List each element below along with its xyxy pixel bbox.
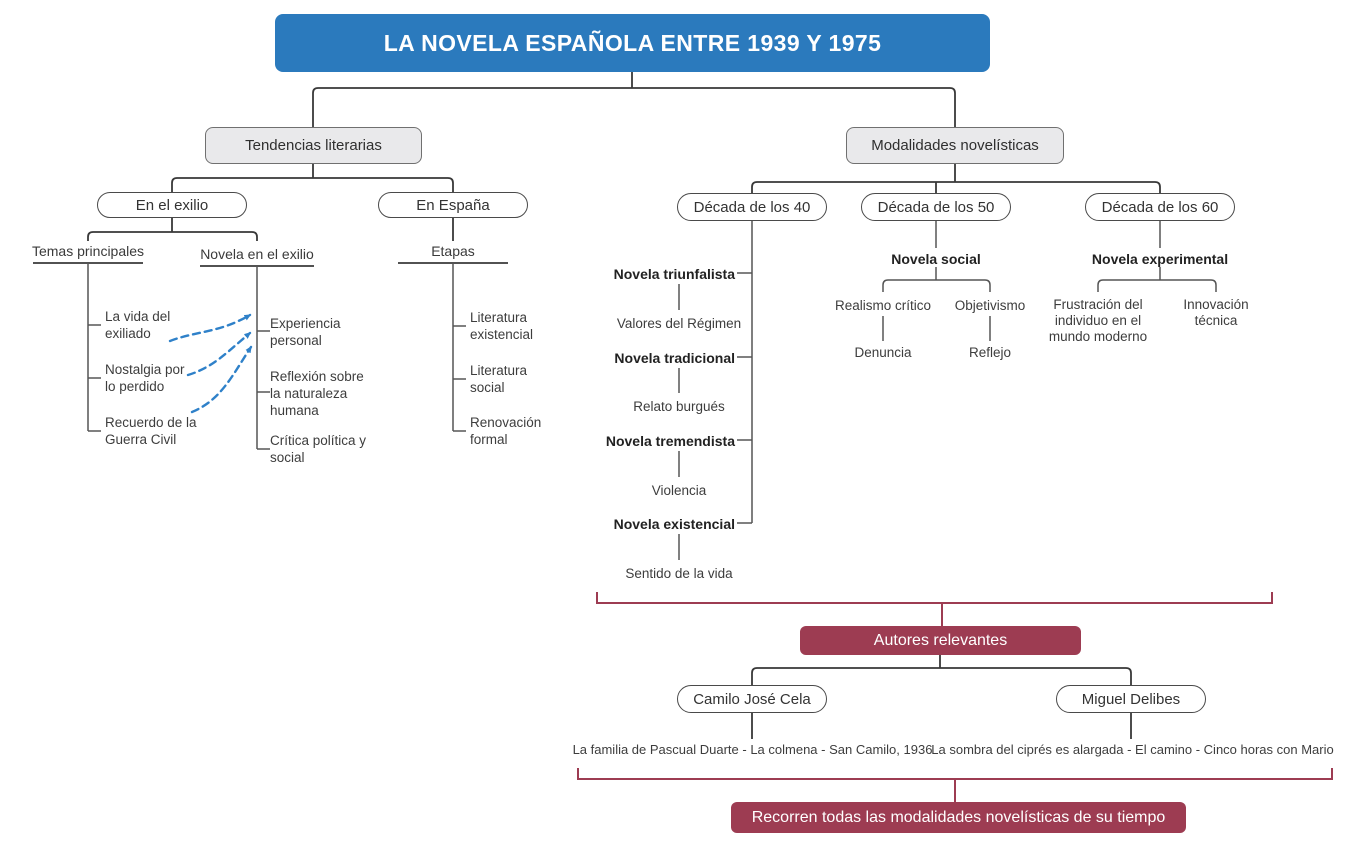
pill-miguel-delibes[interactable]: Miguel Delibes [1056, 685, 1206, 713]
type-novela-tremendista: Novela tremendista [605, 433, 735, 449]
item-la-vida-del-exiliado: La vida del exiliado [105, 309, 171, 341]
label-etapas: Etapas [431, 243, 475, 259]
pill-decada-40[interactable]: Década de los 40 [677, 193, 827, 221]
item-literatura-existencial: Literatura existencial [470, 310, 534, 342]
item-renovacion-formal: Renovación formal [470, 415, 542, 447]
sub-realismo-critico: Realismo crítico [834, 298, 932, 313]
works-camilo-jose-cela: La familia de Pascual Duarte - La colmena - San Camilo, 1936 [572, 742, 933, 757]
desc-denuncia: Denuncia [854, 345, 912, 360]
type-novela-tradicional: Novela tradicional [614, 350, 735, 366]
item-experiencia-personal: Experiencia personal [270, 316, 341, 348]
branch-tendencias-literarias[interactable]: Tendencias literarias [205, 127, 422, 164]
sub-innovacion-tecnica: Innovación técnica [1183, 297, 1249, 328]
sub-objetivismo: Objetivismo [954, 298, 1026, 313]
label-temas-principales: Temas principales [31, 243, 145, 259]
label-novela-en-el-exilio: Novela en el exilio [200, 246, 314, 262]
desc-valores-del-regimen: Valores del Régimen [616, 316, 742, 331]
pill-camilo-jose-cela[interactable]: Camilo José Cela [677, 685, 827, 713]
item-literatura-social: Literatura social [470, 363, 528, 395]
heading-novela-experimental: Novela experimental [1091, 251, 1229, 267]
desc-reflejo: Reflejo [968, 345, 1012, 360]
pill-decada-50[interactable]: Década de los 50 [861, 193, 1011, 221]
autores-relevantes-node[interactable]: Autores relevantes [800, 626, 1081, 655]
item-critica-politica-y-social: Crítica política y social [270, 433, 367, 465]
pill-en-el-exilio[interactable]: En el exilio [97, 192, 247, 218]
branch-modalidades-novelisticas[interactable]: Modalidades novelísticas [846, 127, 1064, 164]
item-recuerdo-de-la-guerra-civil: Recuerdo de la Guerra Civil [105, 415, 197, 447]
desc-relato-burgues: Relato burgués [633, 399, 725, 414]
heading-novela-social: Novela social [891, 251, 981, 267]
sub-frustracion-individuo: Frustración del individuo en el mundo moderno [1048, 297, 1148, 344]
pill-decada-60[interactable]: Década de los 60 [1085, 193, 1235, 221]
item-reflexion-naturaleza-humana: Reflexión sobre la naturaleza humana [270, 369, 364, 418]
conclusion-node[interactable]: Recorren todas las modalidades novelísticas de su tiempo [731, 802, 1186, 833]
pill-en-espana[interactable]: En España [378, 192, 528, 218]
desc-violencia: Violencia [651, 483, 707, 498]
type-novela-triunfalista: Novela triunfalista [613, 266, 735, 282]
desc-sentido-de-la-vida: Sentido de la vida [625, 566, 733, 581]
item-nostalgia-por-lo-perdido: Nostalgia por lo perdido [105, 362, 185, 394]
root-title-node[interactable]: LA NOVELA ESPAÑOLA ENTRE 1939 Y 1975 [275, 14, 990, 72]
type-novela-existencial: Novela existencial [613, 516, 735, 532]
works-miguel-delibes: La sombra del ciprés es alargada - El camino - Cinco horas con Mario [931, 742, 1334, 757]
